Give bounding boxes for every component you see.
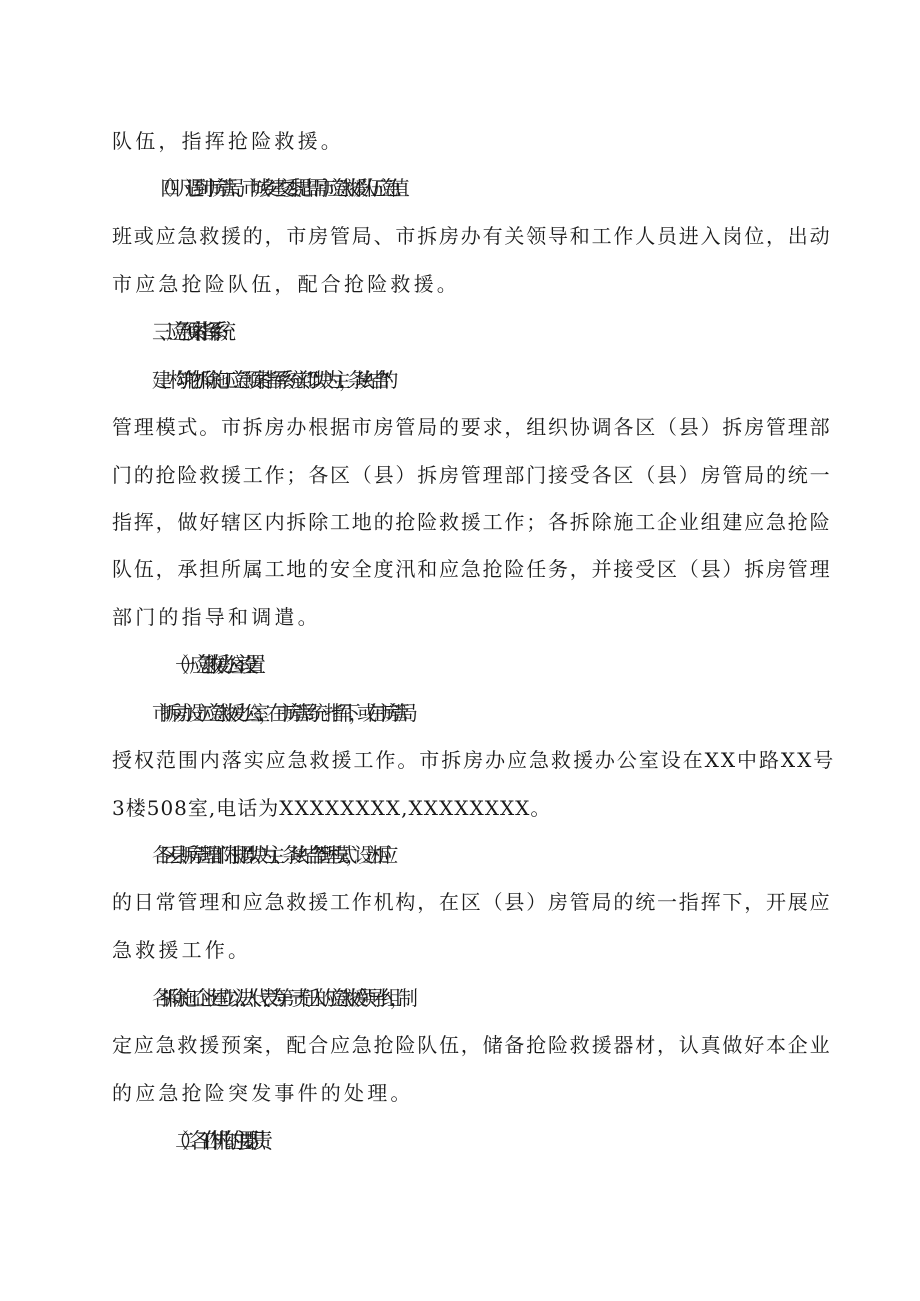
paragraph-line: 队伍，指挥抢险救援。 — [112, 129, 344, 153]
paragraph-line: 定应急救援预案，配合应急抢险队伍，储备抢险救援器材，认真做好本企业 — [112, 1033, 832, 1057]
paragraph-line: 管理模式。市拆房办根据市房管局的要求，组织协调各区（县）拆房管理部 — [112, 415, 832, 439]
paragraph-line: 3楼508室,电话为XXXXXXXX,XXXXXXXX。 — [112, 796, 552, 820]
subsection-heading: （一）应急救援办公室设置 — [168, 653, 252, 677]
paragraph-line: 建、构筑物拆除施工应急预案指挥系统实行“以块为主，条块结合”的 — [152, 368, 387, 392]
paragraph-line: 班或应急救援的，市房管局、市拆房办有关领导和工作人员进入岗位，出动 — [112, 224, 832, 248]
paragraph-line: 急救援工作。 — [112, 938, 252, 962]
paragraph-line: 市应急抢险队伍，配合抢险救援。 — [112, 272, 460, 296]
paragraph-line: （四）凡遇到市房管局、市城乡建交委提出需市应急救援队伍应急值 — [152, 176, 398, 200]
paragraph-line: 各区县拆房管理部门根据“以块为主、条块结合”管理模式，设立相应 — [152, 843, 387, 867]
paragraph-line: 市拆房办设立应急救援办公室，在市房管局统一指挥下，或在市房管局 — [152, 701, 407, 725]
paragraph-line: 部门的指导和调遣。 — [112, 605, 321, 629]
paragraph-line: 指挥，做好辖区内拆除工地的抢险救援工作；各拆除施工企业组建应急抢险 — [112, 510, 832, 534]
section-heading: 三、应急预案指挥系统 — [152, 320, 222, 344]
paragraph-line: 队伍，承担所属工地的安全度汛和应急抢险任务，并接受区（县）拆房管理 — [112, 557, 832, 581]
paragraph-line: 的应急抢险突发事件的处理。 — [112, 1081, 414, 1105]
paragraph-line: 授权范围内落实应急救援工作。市拆房办应急救援办公室设在XX中路XX号 — [112, 748, 836, 772]
paragraph-line: 门的抢险救援工作；各区（县）拆房管理部门接受各区（县）房管局的统一 — [112, 463, 832, 487]
paragraph-line: 的日常管理和应急救援工作机构，在区（县）房管局的统一指挥下，开展应 — [112, 890, 832, 914]
subsection-heading: （二）各工作机构的主要职责 — [168, 1129, 259, 1153]
paragraph-line: 各拆除施工企业建立以法人代表为第一责任人的应急救援领导小组，制 — [152, 986, 407, 1010]
